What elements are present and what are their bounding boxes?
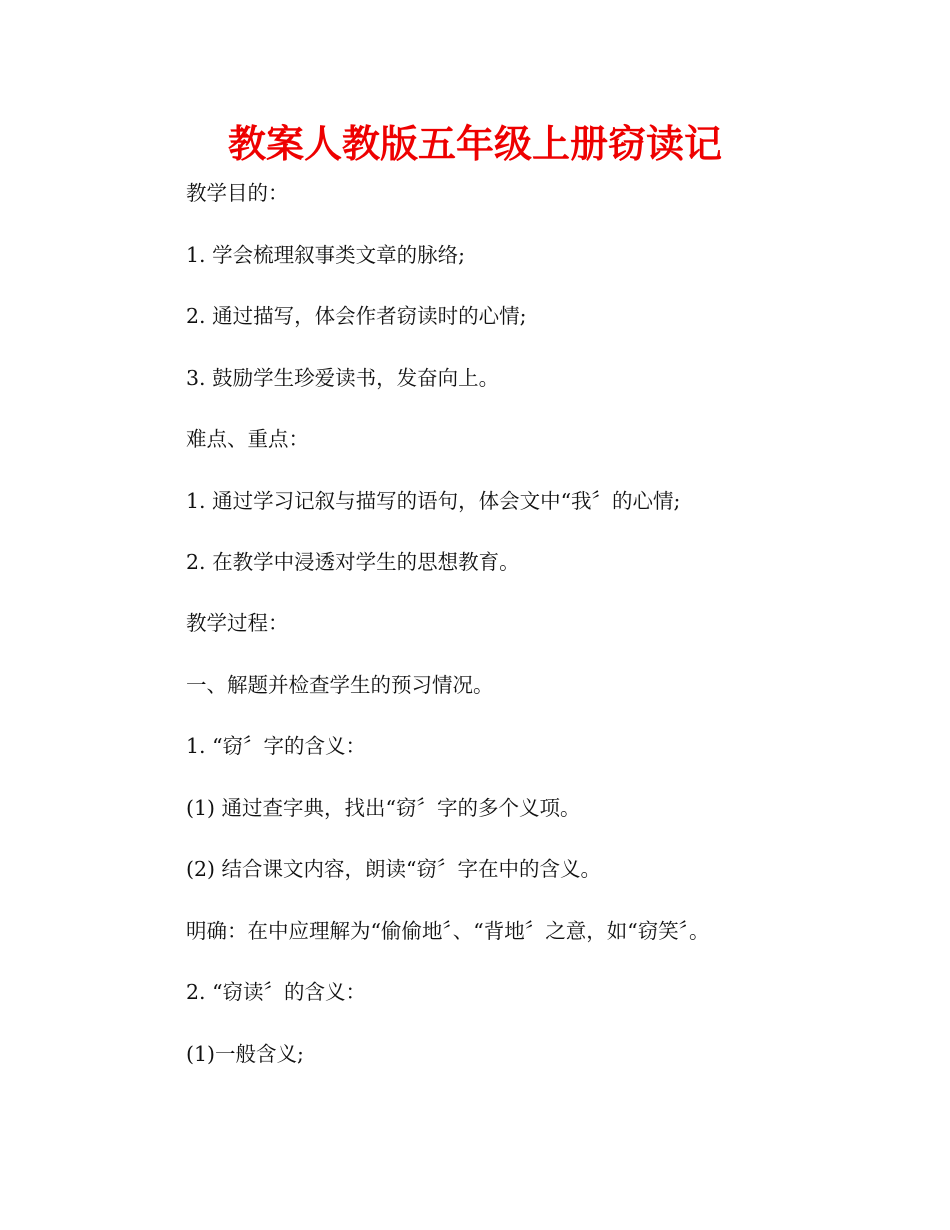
paragraph-goal-1: 1. 学会梳理叙事类文章的脉络;	[186, 243, 465, 267]
paragraph-key-point-2: 2. 在教学中浸透对学生的思想教育。	[186, 550, 520, 574]
paragraph-key-point-1: 1. 通过学习记叙与描写的语句，体会文中“我〞的心情;	[186, 489, 681, 513]
paragraph-section-1: 一、解题并检查学生的预习情况。	[186, 673, 494, 697]
heading-teaching-process: 教学过程：	[186, 611, 289, 635]
paragraph-subitem-1: (1) 通过查字典，找出“窃〞字的多个义项。	[186, 796, 581, 820]
paragraph-item-1: 1. “窃〞字的含义：	[186, 734, 367, 758]
paragraph-clarification: 明确：在中应理解为“偷偷地〞、“背地〞之意，如“窃笑〞。	[186, 919, 710, 943]
paragraph-subitem-3: (1)一般含义;	[186, 1042, 304, 1066]
heading-teaching-goals: 教学目的：	[186, 181, 289, 205]
paragraph-item-2: 2. “窃读〞的含义：	[186, 980, 367, 1004]
heading-key-points: 难点、重点：	[186, 427, 309, 451]
document-title: 教案人教版五年级上册窃读记	[227, 122, 722, 166]
paragraph-subitem-2: (2) 结合课文内容，朗读“窃〞字在中的含义。	[186, 857, 602, 881]
paragraph-goal-2: 2. 通过描写，体会作者窃读时的心情;	[186, 304, 527, 328]
paragraph-goal-3: 3. 鼓励学生珍爱读书，发奋向上。	[186, 366, 500, 390]
